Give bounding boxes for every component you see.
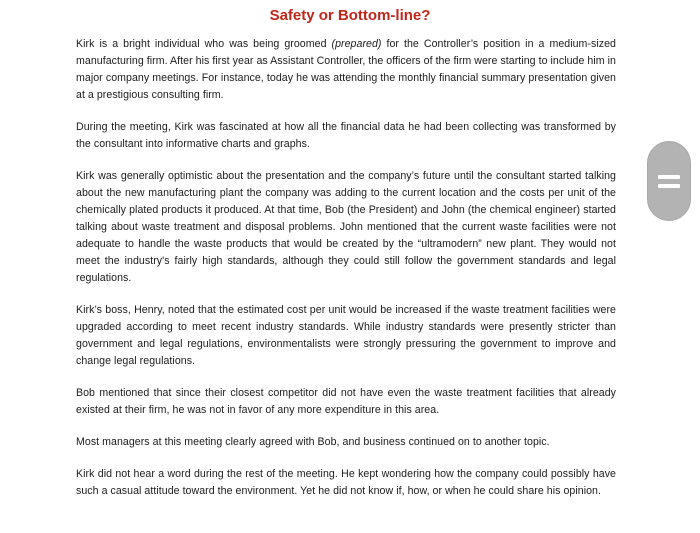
paragraph-1 (76, 36, 616, 104)
paragraph-6: Most managers at this meeting clearly agreed with Bob, and business continued on to another topic. (76, 436, 550, 448)
document-body (76, 36, 616, 515)
paragraph-7: Kirk did not hear a word during the rest of the meeting. He kept wondering how the company could possibly have such a casual attitude toward the environment. Yet he did not know if, how, or when he could share his opinion. (76, 468, 616, 497)
drag-handle-icon[interactable] (647, 141, 691, 221)
paragraph-1-start: Kirk is a bright individual who was being groomed (76, 38, 332, 50)
grip-line-top (658, 175, 680, 179)
paragraph-2: During the meeting, Kirk was fascinated at how all the financial data he had been collecting was transformed by the consultant into informative charts and graphs. (76, 121, 616, 150)
paragraph-3: Kirk was generally optimistic about the presentation and the company’s future until the consultant started talking about the new manufacturing plant the company was adding to the current location and the costs per unit of the chemically plated products it produced. At that time, Bob (the President) and John (the chemical engineer) started talking about waste treatment and disposal problems. John mentioned that the current waste facilities were not adequate to handle the waste products that would be created by the “ultramodern” new plant. They would not meet the industry's fairly high standards, although they could still follow the government standards and legal regulations. (76, 170, 616, 284)
paragraph-4: Kirk’s boss, Henry, noted that the estimated cost per unit would be increased if the waste treatment facilities were upgraded according to meet recent industry standards. While industry standards were presently stricter than government and legal regulations, environmentalists were strongly pressuring the government to improve and change legal regulations. (76, 304, 616, 367)
paragraph-5: Bob mentioned that since their closest competitor did not have even the waste treatment facilities that already existed at their firm, he was not in favor of any more expenditure in this area. (76, 387, 616, 416)
paragraph-1-end: for the Controller’s position in a medium-sized manufacturing firm. After his first year as Assistant Controller, the officers of the firm were starting to include him in major company meetings. For instance, today he was attending the monthly financial summary presentation given at a prestigious consulting firm. (76, 38, 616, 101)
paragraph-1-emphasis: (prepared) (331, 38, 382, 50)
grip-line-bottom (658, 184, 680, 188)
document-title: Safety or Bottom-line? (269, 7, 431, 24)
